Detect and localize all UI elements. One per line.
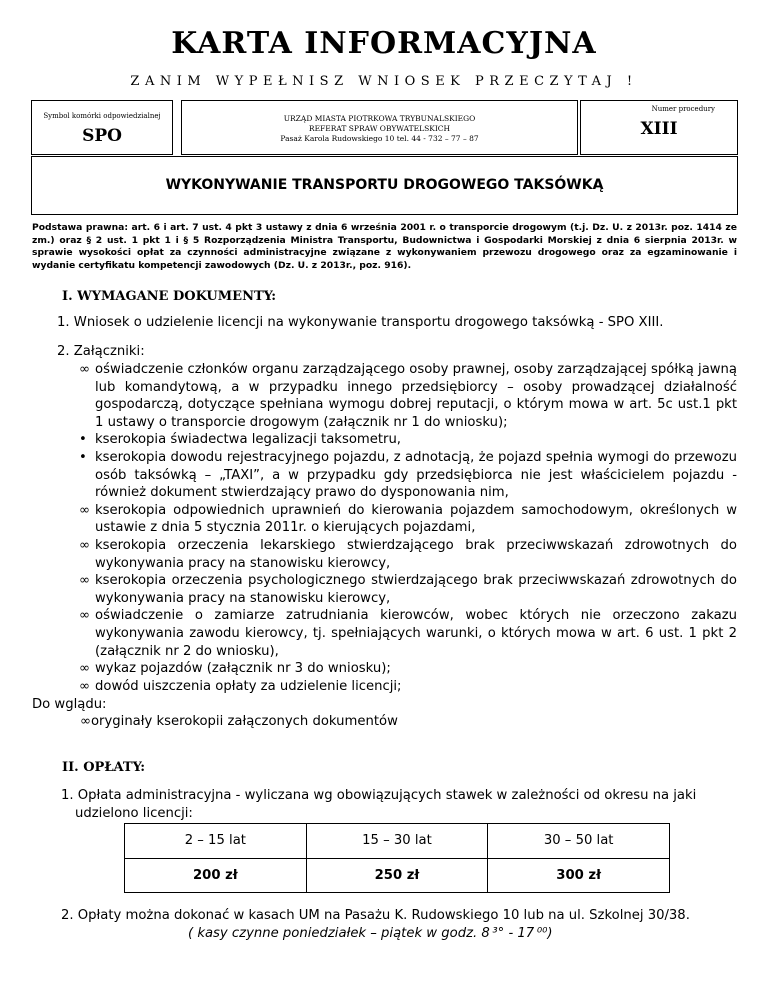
page-title: KARTA INFORMACYJNA [171,26,597,61]
fee-period-cell: 2 – 15 lat [125,824,307,859]
bullet-icon: ∞ [79,678,90,694]
document-item-1: 1. Wniosek o udzielenie licencji na wykonywanie transportu drogowego taksówką - SPO XIII. [57,315,664,330]
cashier-hours: ( kasy czynne poniedziałek – piątek w godz. 8 ³° - 17 ⁰⁰) [188,926,553,941]
bullet-icon: ∞ [79,537,90,553]
legal-basis: Podstawa prawna: art. 6 i art. 7 ust. 4 pkt 3 ustawy z dnia 6 września 2001 r. o transporcie drogowym (t.j. Dz. U. z 2013r. poz. 1414 ze zm.) oraz § 2 ust. 1 pkt 1 i § 5 Rozporządzenia Ministra Transportu, Budownictwa i Gospodarki Morskiej z dnia 6 sierpnia 2013r. w sprawie wysokości opłat za czynności administracyjne związane z wykonywaniem przewozu drogowego oraz za egzaminowanie i wydanie certyfikatu kompetencji zawodowych (Dz. U. z 2013r., poz. 916). [32,222,737,271]
fee-amount-cell: 300 zł [488,858,670,893]
unit-symbol-value: SPO [82,126,122,146]
inspection-item: ∞oryginały kserokopii załączonych dokumentów [80,714,398,729]
list-item: ∞ kserokopia odpowiednich uprawnień do kierowania pojazdem samochodowym, określonych w ustawie z dnia 5 stycznia 2011r. o kierujących pojazdami, [79,502,737,536]
bullet-icon: ∞ [79,608,90,624]
list-item: • kserokopia dowodu rejestracyjnego pojazdu, z adnotacją, że pojazd spełnia wymogi do przewozu osób taksówką – „TAXI”, a w przypadku gdy przedsiębiorca nie jest właścicielem pojazdu - również dokument stwierdzający prawo do dysponowania nim, [79,449,737,501]
office-box [181,100,578,155]
list-item: ∞ kserokopia orzeczenia psychologicznego stwierdzającego brak przeciwwskazań zdrowotnych do wykonywania pracy na stanowisku kierowcy, [79,573,737,606]
documents-section-title: I. WYMAGANE DOKUMENTY: [62,289,277,304]
office-department: REFERAT SPRAW OBYWATELSKICH [308,124,451,133]
fees-section-title: II. OPŁATY: [62,760,146,775]
attachments-list [79,361,737,695]
inspection-label: Do wglądu: [32,697,107,712]
bullet-icon: ∞ [79,573,90,589]
list-item: ∞ dowód uiszczenia opłaty za udzielenie licencji; [79,678,402,694]
list-item: ∞ oświadczenie członków organu zarządzającego osoby prawnej, osoby zarządzającej spółką jawną lub komandytową, a w przypadku innego przedsiębiorcy – osoby prowadzącej działalność gospodarczą, dotyczące spełniana wymogu dobrej reputacji, o którym mowa w art. 5c ust.1 pkt 1 ustawy o transporcie drogowym (załącznik nr 1 do wniosku); [79,362,737,430]
fee-amount-cell: 200 zł [125,858,307,893]
bullet-icon: • [79,432,87,448]
fee-period-cell: 30 – 50 lat [488,824,670,859]
fee-period-cell: 15 – 30 lat [306,824,488,859]
fee-item-1: 1. Opłata administracyjna - wyliczana wg obowiązujących stawek w zależności od okresu na jaki udzielono licencji: [61,788,697,821]
bullet-icon: ∞ [79,362,90,377]
page-subtitle: ZANIM WYPEŁNISZ WNIOSEK PRZECZYTAJ ! [130,74,638,89]
document-item-2: 2. Załączniki: [57,344,145,359]
unit-symbol-label: Symbol komórki odpowiedzialnej [43,112,161,120]
list-item: ∞ wykaz pojazdów (załącznik nr 3 do wniosku); [79,661,391,677]
bullet-icon: • [79,449,87,465]
procedure-box [580,100,738,155]
list-item: ∞ kserokopia orzeczenia lekarskiego stwierdzającego brak przeciwwskazań zdrowotnych do wykonywania pracy na stanowisku kierowcy, [79,537,737,571]
procedure-heading-box [31,156,738,215]
unit-symbol-box [31,100,173,155]
office-address: Pasaż Karola Rudowskiego 10 tel. 44 - 732 – 77 – 87 [280,134,479,143]
procedure-label: Numer procedury [651,105,715,113]
list-item: • kserokopia świadectwa legalizacji taksometru, [79,432,401,448]
office-name: URZĄD MIASTA PIOTRKOWA TRYBUNALSKIEGO [283,114,476,123]
fee-table [124,823,670,893]
procedure-heading: WYKONYWANIE TRANSPORTU DROGOWEGO TAKSÓWKĄ [165,177,604,193]
bullet-icon: ∞ [79,502,90,518]
bullet-icon: ∞ [79,661,90,677]
fee-item-2: 2. Opłaty można dokonać w kasach UM na Pasażu K. Rudowskiego 10 lub na ul. Szkolnej 30/38. [61,908,690,923]
list-item: ∞ oświadczenie o zamiarze zatrudniania kierowców, wobec których nie orzeczono zakazu wykonywania zawodu kierowcy, tj. spełniających warunki, o których mowa w art. 6 ust. 1 pkt 2 (załącznik nr 2 do wniosku), [79,608,737,659]
fee-amount-cell: 250 zł [306,858,488,893]
procedure-value: XIII [640,119,678,139]
